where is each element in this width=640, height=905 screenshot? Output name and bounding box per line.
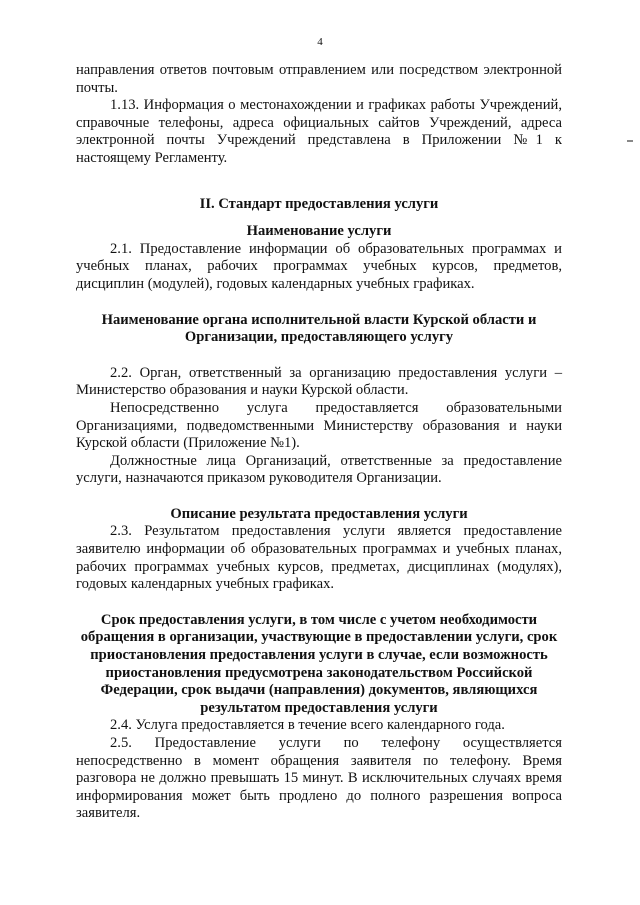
paragraph-2-4: 2.4. Услуга предоставляется в течение всего календарного года. xyxy=(110,717,505,734)
heading-authority: Наименование органа исполнительной власти Курской области и Организации, предоставляющего услугу xyxy=(101,311,537,346)
page-number: 4 xyxy=(317,36,323,48)
document-body xyxy=(76,62,562,823)
paragraph-intro: направления ответов почтовым отправлением или посредством электронной почты. xyxy=(76,62,562,96)
paragraph-1-13: 1.13. Информация о местонахождении и графиках работы Учреждений, справочные телефоны, адреса официальных сайтов Учреждений, адреса электронной почты Учреждений представлена в Приложении №1 к настоящему Регламенту. xyxy=(76,97,562,166)
section-title: II. Стандарт предоставления услуги xyxy=(199,195,439,212)
heading-service-name: Наименование услуги xyxy=(246,223,392,240)
margin-mark xyxy=(627,140,633,142)
paragraph-officials: Должностные лица Организаций, ответственные за предоставление услуги, назначаются приказом руководителя Организации. xyxy=(76,452,562,487)
heading-result: Описание результата предоставления услуги xyxy=(170,505,468,522)
heading-term: Срок предоставления услуги, в том числе с учетом необходимости обращения в организации, участвующие в предоставлении услуги, срок приостановления предоставления услуги в случае, если возможность приостановления предусмотрена законодательством Российской Федерации, срок выдачи (направления) документов, являющихся результатом предоставления услуги xyxy=(80,611,558,716)
paragraph-2-2: 2.2. Орган, ответственный за организацию предоставления услуги – Министерство образования и науки Курской области. xyxy=(76,364,562,399)
paragraph-2-3: 2.3. Результатом предоставления услуги является предоставление заявителю информации об образовательных программах и учебных планах, рабочих программах учебных курсов, предметах, дисциплинах (модулях), годовых календарных учебных графиках. xyxy=(76,523,562,593)
paragraph-2-5: 2.5. Предоставление услуги по телефону осуществляется непосредственно в момент обращения заявителя по телефону. Время разговора не должно превышать 15 минут. В исключительных случаях время информирования может быть продлено до полного разрешения вопроса заявителя. xyxy=(76,735,562,822)
paragraph-direct-provision: Непосредственно услуга предоставляется образовательными Организациями, подведомственными Министерству образования и науки Курской области (Приложение №1). xyxy=(76,399,562,452)
paragraph-2-1: 2.1. Предоставление информации об образовательных программах и учебных планах, рабочих программах учебных курсов, предметов, дисциплин (модулей), годовых календарных учебных графиках. xyxy=(76,240,562,292)
